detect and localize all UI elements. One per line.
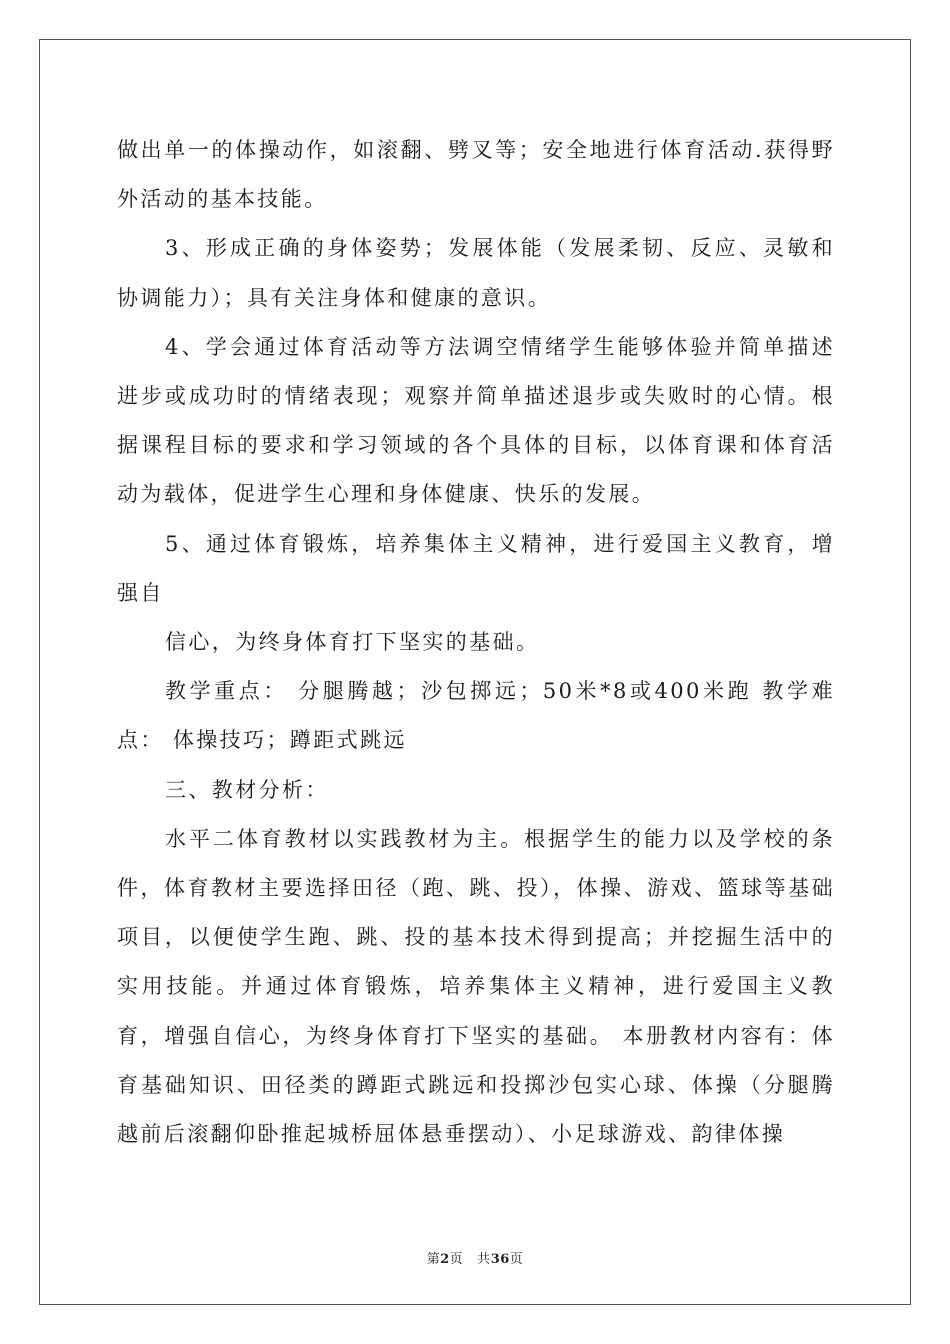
paragraph-5: 信心，为终身体育打下坚实的基础。 bbox=[165, 630, 540, 655]
paragraph-1: 做出单一的体操动作，如滚翻、劈叉等；安全地进行体育活动.获得野外活动的基本技能。 bbox=[117, 138, 835, 212]
paragraph-6: 教学重点： 分腿腾越；沙包掷远；50米*8或400米跑 教学难点： 体操技巧；蹲距式跳远 bbox=[117, 679, 835, 753]
page-suffix: 页 bbox=[449, 1252, 464, 1267]
page-number: 2 bbox=[440, 1252, 450, 1267]
paragraph-8: 水平二体育教材以实践教材为主。根据学生的能力以及学校的条件，体育教材主要选择田径（跑、跳、投），体操、游戏、篮球等基础项目，以便使学生跑、跳、投的基本技术得到提高；并挖掘生活中的实用技能。并通过体育锻炼，培养集体主义精神，进行爱国主义教育，增强自信心，为终身体育打下坚实的基础。 本册教材内容有：体育基础知识、田径类的蹲距式跳远和投掷沙包实心球、体操（分腿腾越前后滚翻仰卧推起城桥屈体悬垂摆动）、小足球游戏、韵律体操 bbox=[117, 826, 835, 1147]
paragraph-2: 3、形成正确的身体姿势；发展体能（发展柔韧、反应、灵敏和协调能力）；具有关注身体和健康的意识。 bbox=[117, 236, 835, 310]
total-suffix: 页 bbox=[509, 1252, 524, 1267]
page-prefix: 第 bbox=[426, 1252, 441, 1267]
page-footer bbox=[0, 1248, 950, 1267]
section-heading: 三、教材分析： bbox=[165, 777, 329, 802]
total-prefix: 共 bbox=[477, 1252, 491, 1267]
document-body bbox=[117, 126, 835, 1159]
paragraph-4: 5、通过体育锻炼，培养集体主义精神，进行爱国主义教育，增强自 bbox=[117, 531, 835, 605]
paragraph-3: 4、学会通过体育活动等方法调空情绪学生能够体验并简单描述进步或成功时的情绪表现；观察并简单描述退步或失败时的心情。根据课程目标的要求和学习领域的各个具体的目标，以体育课和体育活动为载体，促进学生心理和身体健康、快乐的发展。 bbox=[117, 334, 835, 507]
total-pages: 36 bbox=[490, 1252, 510, 1267]
